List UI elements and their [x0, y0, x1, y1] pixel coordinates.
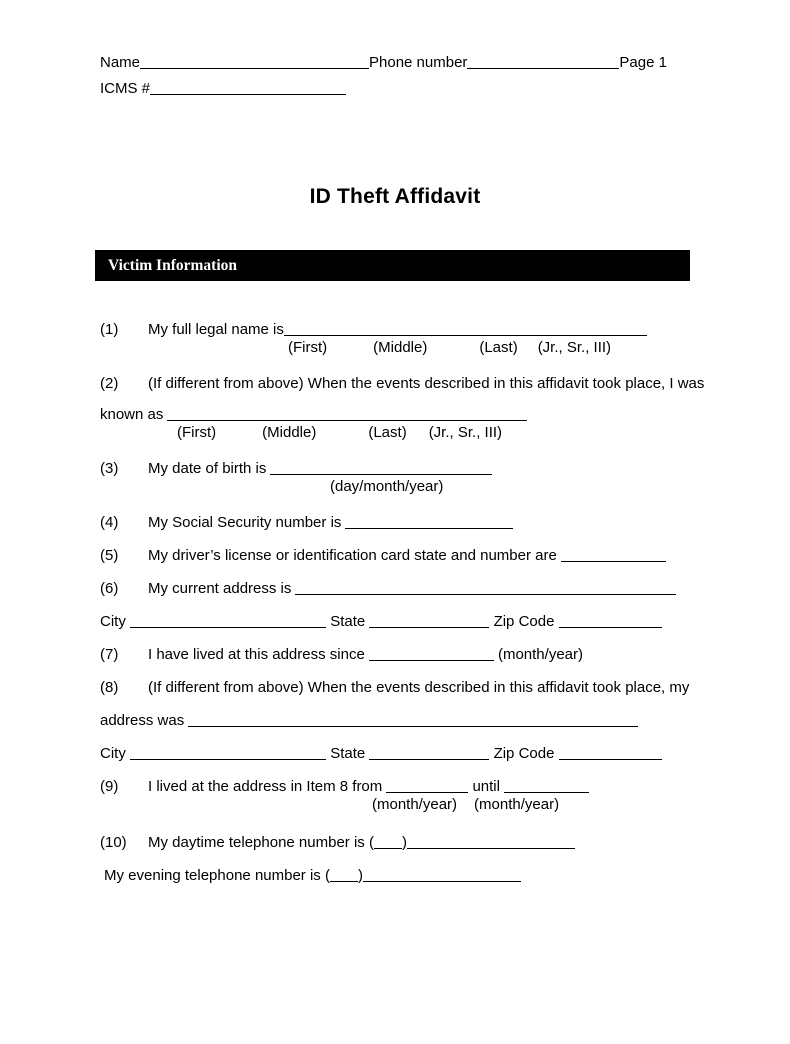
item-3-format-hint — [100, 478, 692, 500]
section-header-victim-information — [95, 250, 690, 281]
suffix-label: (Jr., Sr., III) — [428, 424, 503, 441]
item-1-label: My full legal name is — [148, 321, 284, 338]
drivers-license-blank[interactable] — [561, 548, 666, 562]
item-6-city-state-zip-row — [100, 613, 692, 631]
month-year-label: (month/year) — [474, 796, 560, 813]
section-title: Victim Information — [108, 257, 238, 274]
item-3-number: (3) — [100, 460, 119, 477]
city-blank[interactable] — [130, 614, 326, 628]
previous-zip-code-blank[interactable] — [559, 746, 662, 760]
page-title: ID Theft Affidavit — [309, 185, 481, 208]
address-was-label: address was — [100, 712, 185, 729]
lived-until-blank[interactable] — [504, 779, 589, 793]
area-code-close-paren: ) — [401, 834, 407, 851]
previous-state-blank[interactable] — [369, 746, 489, 760]
header-line-1 — [100, 54, 700, 72]
last-name-label: (Last) — [479, 339, 518, 356]
item-1-row — [100, 321, 692, 339]
area-code-close-paren: ) — [357, 867, 363, 884]
ssn-blank[interactable] — [345, 515, 513, 529]
zip-code-label: Zip Code — [493, 745, 555, 762]
state-label: State — [330, 613, 366, 630]
middle-name-label: (Middle) — [373, 339, 428, 356]
item-2-known-as-row — [100, 406, 692, 424]
daytime-phone-blank[interactable] — [407, 835, 575, 849]
daytime-area-code-blank[interactable] — [374, 835, 402, 849]
state-label: State — [330, 745, 366, 762]
item-7-label: I have lived at this address since — [148, 646, 365, 663]
name-label: Name — [100, 54, 141, 71]
item-5-label: My driver’s license or identification card state and number are — [148, 547, 557, 564]
header-line-2 — [100, 80, 700, 98]
item-10-label: My daytime telephone number is — [148, 834, 365, 851]
suffix-label: (Jr., Sr., III) — [537, 339, 612, 356]
item-8-row — [100, 679, 692, 697]
victim-information-form — [100, 321, 705, 900]
lived-from-blank[interactable] — [386, 779, 468, 793]
item-4-row — [100, 514, 692, 532]
middle-name-label: (Middle) — [262, 424, 317, 441]
item-3-label: My date of birth is — [148, 460, 267, 477]
item-5-row — [100, 547, 692, 565]
evening-phone-row — [104, 867, 692, 885]
item-7-number: (7) — [100, 646, 119, 663]
item-9-row — [100, 778, 692, 796]
item-8-label: (If different from above) When the events described in this affidavit took place, my — [148, 679, 690, 696]
month-year-label: (month/year) — [372, 796, 458, 813]
item-7-row — [100, 646, 692, 664]
page-number: Page 1 — [619, 54, 667, 71]
item-6-row — [100, 580, 692, 598]
known-as-name-blank[interactable] — [167, 407, 527, 421]
item-8-number: (8) — [100, 679, 119, 696]
lived-since-blank[interactable] — [369, 647, 494, 661]
zip-code-blank[interactable] — [559, 614, 662, 628]
evening-phone-label: My evening telephone number is — [104, 867, 321, 884]
area-code-open-paren: ( — [368, 834, 374, 851]
item-4-label: My Social Security number is — [148, 514, 342, 531]
state-blank[interactable] — [369, 614, 489, 628]
item-8-city-state-zip-row — [100, 745, 692, 763]
item-2-number: (2) — [100, 375, 119, 392]
item-2-row — [100, 375, 705, 393]
item-4-number: (4) — [100, 514, 119, 531]
item-8-address-was-row — [100, 712, 692, 730]
current-address-blank[interactable] — [295, 581, 676, 595]
previous-city-blank[interactable] — [130, 746, 326, 760]
date-of-birth-blank[interactable] — [270, 461, 492, 475]
zip-code-label: Zip Code — [493, 613, 555, 630]
item-10-row — [100, 834, 692, 852]
phone-number-label: Phone number — [369, 54, 468, 71]
last-name-label: (Last) — [368, 424, 407, 441]
name-blank[interactable] — [140, 55, 369, 69]
item-6-number: (6) — [100, 580, 119, 597]
item-6-label: My current address is — [148, 580, 292, 597]
first-name-label: (First) — [288, 339, 328, 356]
item-1-name-part-labels — [100, 339, 692, 361]
item-3-row — [100, 460, 692, 478]
item-9-label: I lived at the address in Item 8 from — [148, 778, 383, 795]
item-5-number: (5) — [100, 547, 119, 564]
item-2-name-part-labels — [100, 424, 692, 446]
item-1-number: (1) — [100, 321, 119, 338]
month-year-label: (month/year) — [497, 646, 583, 663]
day-month-year-label: (day/month/year) — [330, 478, 444, 495]
item-9-format-hints — [100, 796, 692, 818]
item-9-number: (9) — [100, 778, 119, 795]
first-name-label: (First) — [177, 424, 217, 441]
full-legal-name-blank[interactable] — [284, 322, 647, 336]
page-header — [100, 54, 700, 106]
item-2-label: (If different from above) When the events described in this affidavit took place, I was — [148, 375, 705, 392]
city-label: City — [100, 745, 126, 762]
icms-number-blank[interactable] — [150, 81, 346, 95]
icms-label: ICMS # — [100, 80, 151, 97]
phone-number-blank[interactable] — [467, 55, 619, 69]
item-10-number: (10) — [100, 834, 127, 851]
evening-phone-blank[interactable] — [363, 868, 521, 882]
previous-address-blank[interactable] — [188, 713, 638, 727]
evening-area-code-blank[interactable] — [330, 868, 358, 882]
until-label: until — [472, 778, 500, 795]
known-as-label: known as — [100, 406, 164, 423]
city-label: City — [100, 613, 126, 630]
area-code-open-paren: ( — [324, 867, 330, 884]
